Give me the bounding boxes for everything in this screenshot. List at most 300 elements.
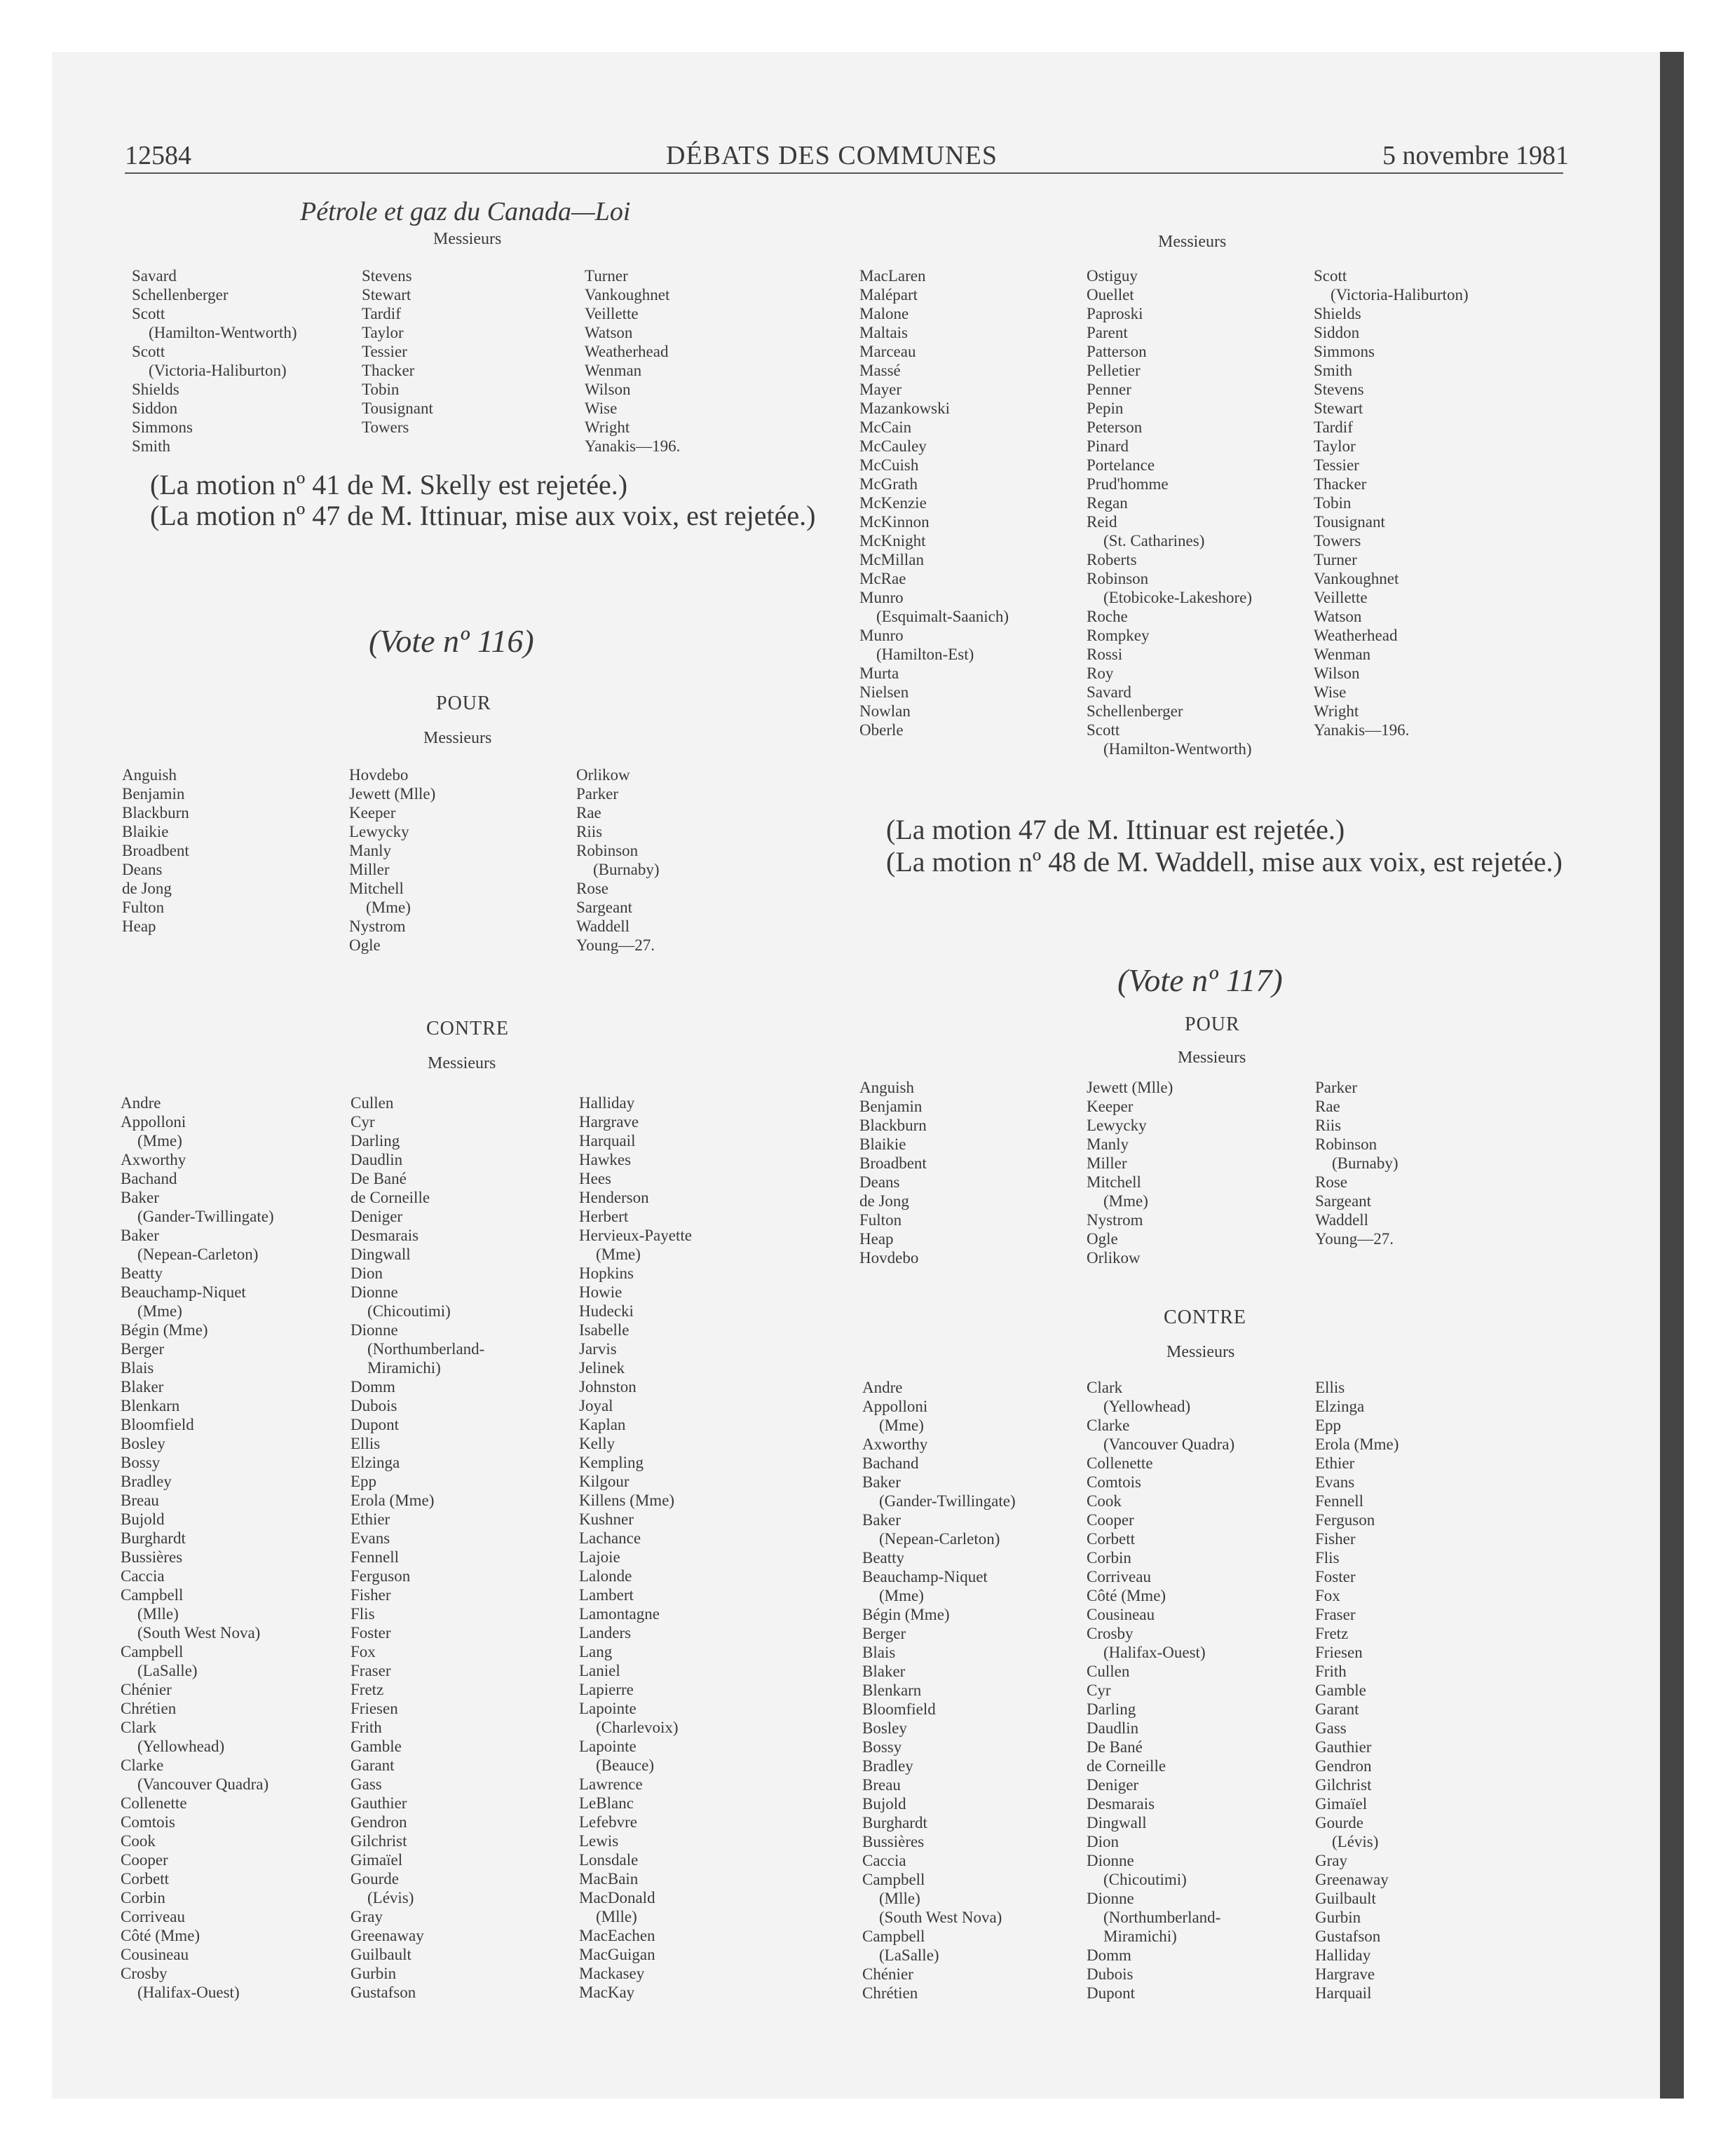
member-name: Darling: [1087, 1700, 1136, 1718]
member-name: Hovdebo: [859, 1249, 919, 1267]
member-name: Evans: [1315, 1473, 1355, 1491]
member-name: Manly: [349, 842, 392, 859]
member-name: Johnston: [579, 1378, 637, 1396]
member-name: Patterson: [1087, 343, 1147, 360]
member-name: Kushner: [579, 1510, 634, 1528]
member-name: Gray: [1315, 1852, 1347, 1869]
member-name: Desmarais: [351, 1227, 419, 1244]
member-name: Chrétien: [862, 1984, 918, 2002]
member-name: Fraser: [351, 1662, 391, 1679]
member-name: Herbert: [579, 1208, 629, 1225]
member-name: Smith: [132, 437, 170, 455]
member-name: Tessier: [1314, 456, 1359, 474]
member-name: de Jong: [122, 880, 172, 897]
messieurs-label: Messieurs: [428, 1054, 496, 1072]
member-name: Bussières: [862, 1833, 925, 1850]
member-name: Blackburn: [122, 804, 189, 821]
member-name: Baker: [862, 1473, 901, 1491]
member-name: Yanakis—196.: [585, 437, 681, 455]
member-name: Anguish: [859, 1079, 914, 1096]
member-name: Clarke: [1087, 1417, 1130, 1434]
member-name: Foster: [1315, 1568, 1356, 1585]
member-name: Bégin (Mme): [862, 1606, 950, 1623]
member-name: Dingwall: [351, 1246, 411, 1263]
member-name: Reid: [1087, 513, 1117, 531]
member-name: Garant: [1315, 1700, 1359, 1718]
member-name: Fretz: [351, 1681, 384, 1698]
member-name: Scott: [132, 305, 165, 322]
member-name: de Corneille: [351, 1189, 430, 1206]
member-name: LeBlanc: [579, 1794, 634, 1812]
member-name: Turner: [585, 267, 628, 285]
name-column: [349, 765, 435, 955]
member-name: Parker: [1315, 1079, 1358, 1096]
member-name: Young—27.: [576, 936, 655, 954]
member-name: Stevens: [362, 267, 412, 285]
member-name: Bossy: [121, 1454, 161, 1471]
member-name: Jewett (Mlle): [1087, 1079, 1173, 1096]
member-name: McRae: [859, 570, 906, 587]
member-name: Crosby: [121, 1965, 168, 1982]
member-name: Harquail: [1315, 1984, 1372, 2002]
name-column: [859, 266, 1009, 739]
member-name: Gendron: [1315, 1757, 1372, 1775]
member-name: (Mme): [137, 1302, 182, 1320]
member-name: Tobin: [1314, 494, 1352, 512]
member-name: Miramichi): [367, 1359, 441, 1377]
member-name: Clark: [1087, 1379, 1123, 1396]
member-name: Stewart: [362, 286, 411, 303]
member-name: Heap: [859, 1230, 894, 1248]
member-name: Campbell: [121, 1643, 184, 1660]
member-name: Lewis: [579, 1832, 619, 1850]
journal-title: DÉBATS DES COMMUNES: [666, 141, 998, 170]
member-name: Savard: [132, 267, 177, 285]
member-name: (Mme): [137, 1132, 182, 1149]
member-name: Roche: [1087, 608, 1128, 625]
messieurs-label: Messieurs: [1158, 233, 1227, 251]
member-name: Cook: [1087, 1492, 1122, 1510]
member-name: Dionne: [1087, 1890, 1134, 1907]
member-name: Friesen: [1315, 1644, 1363, 1661]
member-name: Côté (Mme): [1087, 1587, 1166, 1604]
scan-edge-shadow: [1660, 52, 1684, 2099]
member-name: Burghardt: [121, 1529, 186, 1547]
member-name: Dionne: [351, 1321, 398, 1339]
member-name: Scott: [132, 343, 165, 360]
member-name: Frith: [351, 1719, 382, 1736]
name-column: [1314, 266, 1469, 739]
name-column: [121, 1093, 274, 2002]
name-column: [1087, 1078, 1173, 1267]
motion-result: (La motion 47 de M. Ittinuar est rejetée.): [886, 814, 1345, 845]
member-name: Clark: [121, 1719, 157, 1736]
member-name: Bujold: [121, 1510, 165, 1528]
member-name: (Lévis): [367, 1889, 414, 1906]
member-name: Blackburn: [859, 1117, 927, 1134]
member-name: Hees: [579, 1170, 611, 1187]
member-name: Domm: [1087, 1946, 1131, 1964]
member-name: Miller: [1087, 1154, 1127, 1172]
member-name: Joyal: [579, 1397, 613, 1414]
member-name: Malone: [859, 305, 909, 322]
member-name: Gamble: [1315, 1681, 1366, 1699]
member-name: Blenkarn: [121, 1397, 180, 1414]
member-name: Lambert: [579, 1586, 634, 1604]
member-name: Frith: [1315, 1663, 1347, 1680]
member-name: Wright: [1314, 702, 1359, 720]
member-name: Prud'homme: [1087, 475, 1169, 493]
member-name: Tardif: [362, 305, 401, 322]
member-name: Hopkins: [579, 1264, 634, 1282]
member-name: Thacker: [362, 362, 415, 379]
member-name: Cook: [121, 1832, 156, 1850]
member-name: Gimaïel: [351, 1851, 403, 1869]
member-name: Ellis: [1315, 1379, 1345, 1396]
member-name: de Jong: [859, 1192, 909, 1210]
member-name: MacGuigan: [579, 1946, 655, 1963]
member-name: Bosley: [121, 1435, 165, 1452]
member-name: Tardif: [1314, 418, 1353, 436]
member-name: Pinard: [1087, 437, 1129, 455]
member-name: Wise: [1314, 683, 1347, 701]
member-name: Sargeant: [576, 899, 633, 916]
member-name: (Gander-Twillingate): [137, 1208, 274, 1225]
member-name: Massé: [859, 362, 901, 379]
member-name: Shields: [1314, 305, 1361, 322]
member-name: Lapointe: [579, 1700, 637, 1717]
member-name: MacBain: [579, 1870, 639, 1888]
member-name: Wise: [585, 400, 618, 417]
member-name: Lajoie: [579, 1548, 620, 1566]
member-name: Beauchamp-Niquet: [862, 1568, 988, 1585]
member-name: (Beauce): [596, 1756, 654, 1774]
member-name: Bujold: [862, 1795, 906, 1813]
member-name: Henderson: [579, 1189, 649, 1206]
member-name: Towers: [1314, 532, 1361, 550]
member-name: Bachand: [862, 1454, 919, 1472]
member-name: Lachance: [579, 1529, 641, 1547]
member-name: Desmarais: [1087, 1795, 1155, 1813]
member-name: Ethier: [351, 1510, 390, 1528]
member-name: Killens (Mme): [579, 1492, 675, 1509]
motion-result: (La motion nº 48 de M. Waddell, mise aux voix, est rejetée.): [886, 846, 1563, 878]
member-name: Caccia: [862, 1852, 906, 1869]
member-name: Jelinek: [579, 1359, 625, 1377]
member-name: Munro: [859, 589, 904, 606]
member-name: Deans: [122, 861, 163, 878]
member-name: Flis: [1315, 1549, 1340, 1567]
member-name: Andre: [121, 1094, 161, 1112]
member-name: (South West Nova): [879, 1909, 1002, 1926]
member-name: (Victoria-Haliburton): [149, 362, 287, 379]
member-name: Greenaway: [351, 1927, 424, 1944]
member-name: Andre: [862, 1379, 903, 1396]
member-name: Vankoughnet: [585, 286, 670, 303]
member-name: Jarvis: [579, 1340, 617, 1358]
vote-title: (Vote nº 117): [1117, 962, 1283, 998]
member-name: Chénier: [862, 1965, 913, 1983]
member-name: Corbin: [1087, 1549, 1131, 1567]
member-name: Gilchrist: [1315, 1776, 1372, 1794]
member-name: Scott: [1314, 267, 1347, 285]
member-name: Smith: [1314, 362, 1352, 379]
member-name: (Chicoutimi): [367, 1302, 451, 1320]
member-name: Ogle: [1087, 1230, 1118, 1248]
member-name: (Esquimalt-Saanich): [876, 608, 1009, 625]
member-name: Friesen: [351, 1700, 398, 1717]
member-name: Nystrom: [1087, 1211, 1143, 1229]
member-name: Hargrave: [1315, 1965, 1375, 1983]
member-name: Rossi: [1087, 646, 1123, 663]
motion-result: (La motion nº 41 de M. Skelly est rejetée.): [150, 469, 628, 500]
member-name: Roberts: [1087, 551, 1137, 568]
member-name: Shields: [132, 381, 179, 398]
name-column: [862, 1378, 1016, 2003]
member-name: Roy: [1087, 664, 1114, 682]
name-column: [1315, 1378, 1399, 2003]
member-name: Watson: [585, 324, 633, 341]
member-name: (Burnaby): [1332, 1154, 1399, 1172]
member-name: Keeper: [1087, 1098, 1134, 1115]
member-name: (Hamilton-Wentworth): [1103, 740, 1252, 758]
member-name: Young—27.: [1315, 1230, 1394, 1248]
member-name: De Bané: [351, 1170, 407, 1187]
member-name: Malépart: [859, 286, 918, 303]
member-name: Berger: [862, 1625, 906, 1642]
member-name: MacKay: [579, 1984, 635, 2001]
member-name: Laniel: [579, 1662, 620, 1679]
member-name: Dionne: [351, 1283, 398, 1301]
pour-heading: POUR: [436, 692, 491, 714]
member-name: Bosley: [862, 1719, 907, 1737]
member-name: Kempling: [579, 1454, 644, 1471]
bill-title: Pétrole et gaz du Canada—Loi: [300, 197, 631, 226]
member-name: Maltais: [859, 324, 908, 341]
member-name: Ogle: [349, 936, 381, 954]
name-column: [859, 1078, 927, 1267]
member-name: Dion: [351, 1264, 383, 1282]
member-name: Garant: [351, 1756, 395, 1774]
member-name: (Victoria-Haliburton): [1331, 286, 1469, 303]
member-name: Bachand: [121, 1170, 177, 1187]
member-name: Comtois: [1087, 1473, 1141, 1491]
member-name: Bussières: [121, 1548, 183, 1566]
member-name: McKnight: [859, 532, 926, 550]
member-name: Waddell: [1315, 1211, 1369, 1229]
member-name: (Mme): [366, 899, 411, 916]
member-name: Schellenberger: [1087, 702, 1183, 720]
member-name: Mitchell: [1087, 1173, 1141, 1191]
member-name: (St. Catharines): [1103, 532, 1205, 550]
member-name: Daudlin: [351, 1151, 403, 1168]
member-name: Cullen: [1087, 1663, 1130, 1680]
member-name: Thacker: [1314, 475, 1367, 493]
name-column: [351, 1093, 484, 2002]
member-name: Bradley: [121, 1473, 172, 1490]
member-name: (Hamilton-Est): [876, 646, 974, 663]
member-name: (Mlle): [137, 1605, 179, 1623]
member-name: Gauthier: [351, 1794, 407, 1812]
member-name: (Chicoutimi): [1103, 1871, 1187, 1888]
member-name: Guilbault: [351, 1946, 411, 1963]
name-column: [1315, 1078, 1399, 1248]
member-name: Axworthy: [862, 1435, 928, 1453]
member-name: Miramichi): [1103, 1928, 1177, 1945]
member-name: Baker: [121, 1227, 159, 1244]
member-name: Scott: [1087, 721, 1120, 739]
member-name: Corriveau: [1087, 1568, 1151, 1585]
member-name: Lefebvre: [579, 1813, 637, 1831]
member-name: Lapierre: [579, 1681, 634, 1698]
member-name: Gourde: [1315, 1814, 1363, 1831]
member-name: Yanakis—196.: [1314, 721, 1410, 739]
member-name: Evans: [351, 1529, 390, 1547]
member-name: Blais: [121, 1359, 154, 1377]
member-name: Daudlin: [1087, 1719, 1139, 1737]
member-name: Clarke: [121, 1756, 164, 1774]
member-name: Munro: [859, 627, 904, 644]
member-name: Corriveau: [121, 1908, 185, 1925]
member-name: Miller: [349, 861, 390, 878]
member-name: Siddon: [1314, 324, 1360, 341]
member-name: (Yellowhead): [137, 1738, 225, 1755]
member-name: Broadbent: [122, 842, 189, 859]
member-name: Crosby: [1087, 1625, 1134, 1642]
member-name: Ouellet: [1087, 286, 1134, 303]
name-column: [585, 266, 680, 456]
member-name: (Lévis): [1332, 1833, 1379, 1850]
member-name: Dionne: [1087, 1852, 1134, 1869]
member-name: (Mlle): [879, 1890, 920, 1907]
member-name: Cousineau: [1087, 1606, 1155, 1623]
member-name: Stewart: [1314, 400, 1363, 417]
member-name: McCain: [859, 418, 912, 436]
member-name: (Nepean-Carleton): [137, 1246, 259, 1263]
member-name: Epp: [351, 1473, 377, 1490]
member-name: Cullen: [351, 1094, 394, 1112]
member-name: Fox: [1315, 1587, 1340, 1604]
name-column: [576, 765, 660, 955]
member-name: Paproski: [1087, 305, 1143, 322]
name-column: [579, 1093, 692, 2002]
name-column: [132, 266, 297, 456]
member-name: (Gander-Twillingate): [879, 1492, 1016, 1510]
member-name: Penner: [1087, 381, 1131, 398]
member-name: Landers: [579, 1624, 632, 1642]
member-name: (LaSalle): [137, 1662, 198, 1679]
member-name: Riis: [576, 823, 603, 840]
member-name: Riis: [1315, 1117, 1342, 1134]
member-name: Portelance: [1087, 456, 1155, 474]
member-name: (Halifax-Ouest): [137, 1984, 240, 2001]
member-name: Bloomfield: [862, 1700, 936, 1718]
member-name: Rae: [1315, 1098, 1340, 1115]
member-name: (Mme): [879, 1417, 924, 1434]
member-name: Veillette: [1314, 589, 1368, 606]
header-rule: [125, 172, 1563, 174]
member-name: Schellenberger: [132, 286, 229, 303]
member-name: Orlikow: [1087, 1249, 1141, 1267]
member-name: de Corneille: [1087, 1757, 1166, 1775]
member-name: Regan: [1087, 494, 1128, 512]
member-name: Elzinga: [1315, 1398, 1365, 1415]
member-name: Simmons: [1314, 343, 1375, 360]
member-name: Bloomfield: [121, 1416, 194, 1433]
member-name: Turner: [1314, 551, 1357, 568]
member-name: Caccia: [121, 1567, 165, 1585]
member-name: McGrath: [859, 475, 918, 493]
member-name: Appolloni: [121, 1113, 186, 1131]
member-name: De Bané: [1087, 1738, 1143, 1756]
member-name: Anguish: [122, 766, 177, 784]
member-name: Savard: [1087, 683, 1131, 701]
member-name: Cooper: [121, 1851, 168, 1869]
member-name: (Hamilton-Wentworth): [149, 324, 297, 341]
member-name: Domm: [351, 1378, 395, 1396]
messieurs-label: Messieurs: [423, 729, 492, 747]
member-name: Wenman: [585, 362, 642, 379]
member-name: Tobin: [362, 381, 400, 398]
member-name: Ethier: [1315, 1454, 1355, 1472]
member-name: Taylor: [1314, 437, 1356, 455]
member-name: MacDonald: [579, 1889, 655, 1906]
member-name: Burghardt: [862, 1814, 927, 1831]
member-name: Wright: [585, 418, 630, 436]
member-name: Oberle: [859, 721, 904, 739]
member-name: Rae: [576, 804, 601, 821]
name-column: [362, 266, 433, 437]
member-name: Gimaïel: [1315, 1795, 1368, 1813]
member-name: Taylor: [362, 324, 404, 341]
member-name: Mackasey: [579, 1965, 645, 1982]
member-name: (Mme): [596, 1246, 641, 1263]
member-name: Dubois: [1087, 1965, 1134, 1983]
member-name: Gamble: [351, 1738, 402, 1755]
member-name: Vankoughnet: [1314, 570, 1399, 587]
member-name: McKinnon: [859, 513, 930, 531]
member-name: (Vancouver Quadra): [137, 1775, 269, 1793]
member-name: MacEachen: [579, 1927, 655, 1944]
member-name: Gustafson: [1315, 1928, 1381, 1945]
member-name: Cyr: [1087, 1681, 1111, 1699]
member-name: Parent: [1087, 324, 1128, 341]
member-name: Corbin: [121, 1889, 165, 1906]
member-name: Heap: [122, 917, 156, 935]
member-name: (Northumberland-: [1103, 1909, 1221, 1926]
member-name: Benjamin: [122, 785, 185, 803]
member-name: (Etobicoke-Lakeshore): [1103, 589, 1253, 606]
member-name: Foster: [351, 1624, 391, 1642]
name-column: [1087, 1378, 1234, 2003]
member-name: Hudecki: [579, 1302, 634, 1320]
member-name: Fretz: [1315, 1625, 1349, 1642]
member-name: Bossy: [862, 1738, 902, 1756]
member-name: Hervieux-Payette: [579, 1227, 692, 1244]
member-name: Comtois: [121, 1813, 175, 1831]
member-name: Gass: [1315, 1719, 1347, 1737]
member-name: Deans: [859, 1173, 900, 1191]
member-name: Dupont: [1087, 1984, 1135, 2002]
member-name: Halliday: [579, 1094, 635, 1112]
member-name: Fulton: [859, 1211, 902, 1229]
member-name: McKenzie: [859, 494, 927, 512]
member-name: (South West Nova): [137, 1624, 261, 1642]
member-name: Bégin (Mme): [121, 1321, 208, 1339]
member-name: Collenette: [121, 1794, 187, 1812]
member-name: Simmons: [132, 418, 193, 436]
member-name: Fraser: [1315, 1606, 1356, 1623]
